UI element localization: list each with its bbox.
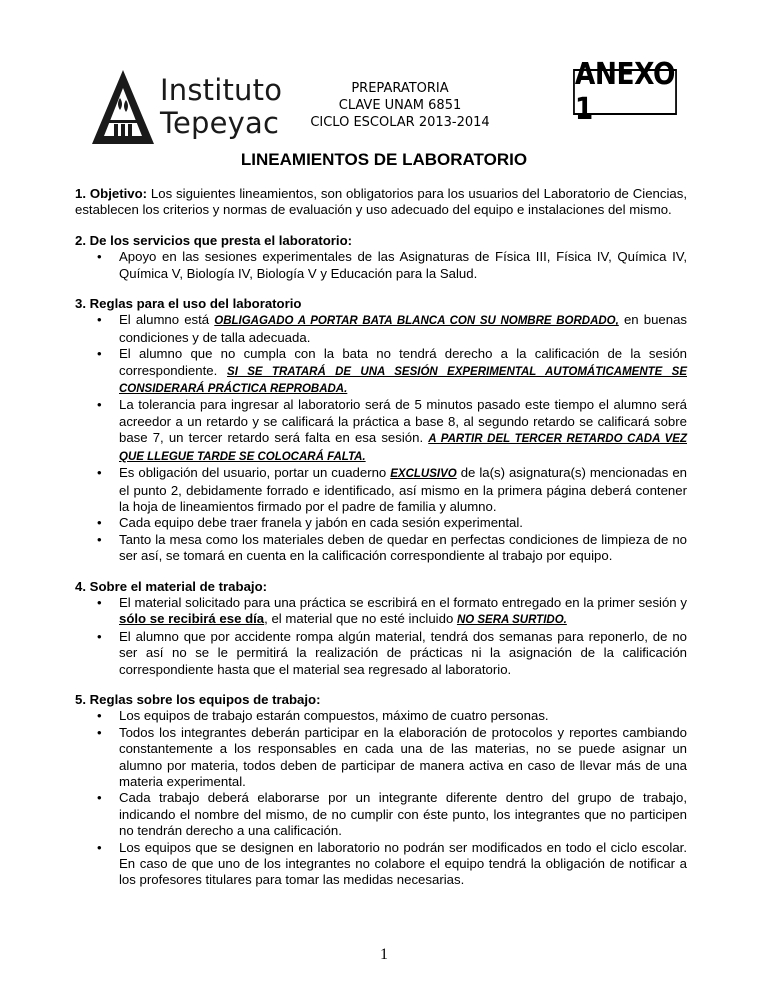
section-materials: [75, 579, 687, 678]
rule-text: El alumno que no cumpla con la bata no tendrá derecho a la calificación de la sesión correspondiente.: [119, 346, 687, 378]
logo-line-2: Tepeyac: [160, 106, 280, 140]
rule-text: La tolerancia para ingresar al laboratorio será de 5 minutos pasado este tiempo el alumno será acreedor a un retardo y se calificará la práctica a base 8, al segundo retardo se calificará sobre base 7, un tercer retardo será falta en esa sesión.: [119, 397, 687, 446]
list-item: [93, 397, 687, 465]
logo-line-1: Instituto: [160, 73, 283, 107]
list-item: • Todos los integrantes deberán participar en la elaboración de protocolos y reportes cambiando constantemente a los responsables en cada una de las materias, no se puede asignar un alumno por materia, todos deben de participar de manera activa en caso de llevar más de una materia experimental.: [93, 725, 687, 791]
list-item: • Tanto la mesa como los materiales deben de quedar en perfectas condiciones de limpieza de no ser así, se tomará en cuenta en la calificación correspondiente al trabajo por equipo.: [93, 532, 687, 565]
list-item: • Cada equipo debe traer franela y jabón en cada sesión experimental.: [93, 515, 687, 531]
logo-triangle-icon: [90, 68, 156, 148]
section-objective-paragraph: [75, 186, 687, 219]
list-item: [93, 595, 687, 629]
section-teams: [75, 692, 687, 889]
rule-emphasis: sólo se recibirá ese día: [119, 611, 265, 627]
school-info-line-3: CICLO ESCOLAR 2013-2014: [310, 115, 490, 130]
materials-list: [75, 595, 687, 678]
list-item: • Los equipos de trabajo estarán compuestos, máximo de cuatro personas.: [93, 708, 687, 724]
list-item: • El alumno que por accidente rompa algún material, tendrá dos semanas para reponerlo, de no ser así no se le permitirá la realización de prácticas ni la asignación de la calificación correspondiente hasta que el material sea regresado al laboratorio.: [93, 629, 687, 678]
list-item: • Apoyo en las sesiones experimentales de las Asignaturas de Física III, Física IV, Química IV, Química V, Biología IV, Biología V y Educación para la Salud.: [93, 249, 687, 282]
list-item: [93, 312, 687, 346]
list-item: • Los equipos que se designen en laboratorio no podrán ser modificados en todo el ciclo escolar. En caso de que uno de los integrantes no colabore el equipo tendrá la obligación de notificar a los profesores titulares para tomar las medidas necesarias.: [93, 840, 687, 889]
rule-emphasis: NO SERA SURTIDO.: [456, 614, 567, 627]
section-objective: [75, 186, 687, 219]
lab-rules-list: [75, 312, 687, 564]
section-lab-rules: [75, 296, 687, 565]
objective-text: Los siguientes lineamientos, son obligatorios para los usuarios del Laboratorio de Ciencias, establecen los criterios y normas de evaluación y uso adecuado del equipo e instalaciones del mismo.: [75, 186, 687, 218]
list-item: [93, 346, 687, 397]
section-heading: 5. Reglas sobre los equipos de trabajo:: [75, 691, 321, 707]
page-number: 1: [380, 946, 388, 963]
section-services: [75, 233, 687, 282]
rule-text: de la(s) asignatura(s) mencionadas en el punto 2, debidamente forrado e identificado, así mismo en la primera página deberá contener la hoja de lineamientos firmado por el padre de familia y alumno.: [119, 465, 687, 514]
rule-text: en buenas condiciones y de talla adecuada.: [119, 312, 688, 345]
list-item: • Cada trabajo deberá elaborarse por un integrante diferente dentro del grupo de trabajo, indicando el nombre del mismo, de no cumplir con éste punto, los integrantes que no participen no tendrán derecho a una calificación.: [93, 790, 687, 839]
document-body: [75, 186, 687, 903]
section-heading: 2. De los servicios que presta el laboratorio:: [75, 232, 353, 248]
rule-text: , el material que no esté incluido: [264, 611, 457, 627]
rule-text: El alumno está: [119, 312, 215, 328]
rule-emphasis: OBLIGAGADO A PORTAR BATA BLANCA CON SU NOMBRE BORDADO,: [214, 315, 619, 328]
section-heading: 3. Reglas para el uso del laboratorio: [75, 296, 302, 312]
document-title: LINEAMIENTOS DE LABORATORIO: [240, 150, 528, 169]
annex-badge: ANEXO 1: [574, 57, 676, 127]
rule-emphasis: EXCLUSIVO: [390, 468, 457, 481]
list-item: [93, 465, 687, 515]
institution-logo: [90, 68, 283, 148]
section-heading: 1. Objetivo:: [75, 186, 148, 201]
rule-text: Es obligación del usuario, portar un cuaderno: [119, 465, 391, 481]
school-info-line-1: PREPARATORIA: [351, 81, 449, 96]
rule-emphasis: SI SE TRATARÁ DE UNA SESIÓN EXPERIMENTAL AUTOMÁTICAMENTE SE CONSIDERARÁ PRÁCTICA REPROBADA.: [119, 365, 687, 396]
rule-emphasis: A PARTIR DEL TERCER RETARDO CADA VEZ QUE LLEGUE TARDE SE COLOCARÁ FALTA.: [119, 433, 687, 463]
logo-wordmark: [160, 74, 282, 140]
services-list: [75, 249, 687, 282]
school-info: [300, 80, 500, 131]
section-heading: 4. Sobre el material de trabajo:: [75, 578, 268, 594]
teams-list: [75, 708, 687, 888]
school-info-line-2: CLAVE UNAM 6851: [338, 98, 462, 113]
rule-text: El material solicitado para una práctica se escribirá en el formato entregado en la primer sesión y: [119, 594, 687, 610]
